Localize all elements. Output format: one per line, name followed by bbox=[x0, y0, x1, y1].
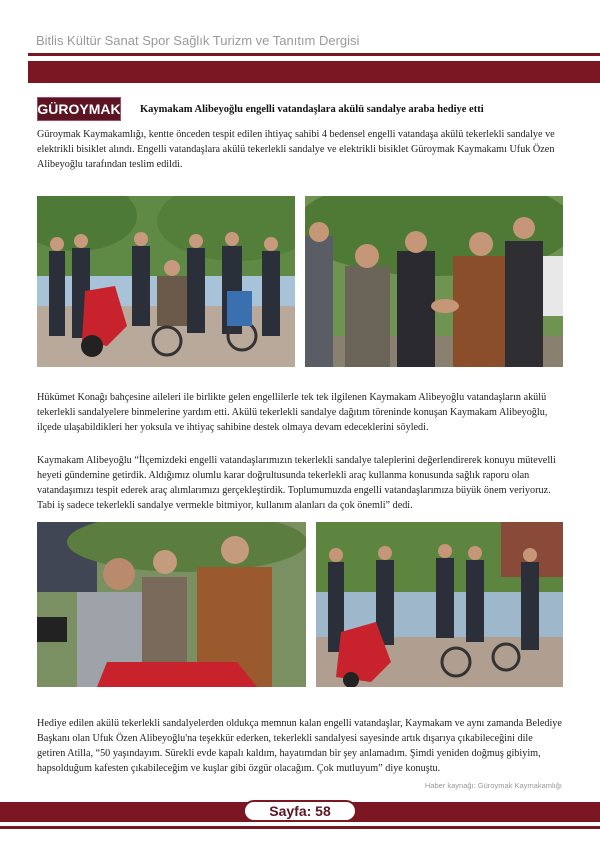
paragraph-ceremony: Hükümet Konağı bahçesine aileleri ile birlikte gelen engellilerle tek tek ilgilenen Kaymakam Alibeyoğlu vatandaşların akülü tekerlekli sandalyelere binmelerine yardım etti. Akülü tekerlekli sandalye dağıtım töreninde konuşan Kaymakam Alibeyoğlu, ilçede ulaşabildikleri her yoksula ve ihtiyaç sahibine destek olmaya devam edeceklerini söyledi. bbox=[37, 392, 548, 433]
header-band bbox=[28, 61, 600, 83]
photo-handshake bbox=[305, 196, 563, 367]
section-badge: GÜROYMAK bbox=[37, 97, 121, 121]
header-rule bbox=[28, 53, 600, 56]
page-number: Sayfa: 58 bbox=[243, 800, 357, 822]
footer-rule bbox=[0, 826, 600, 829]
photo-group-wheelchairs bbox=[37, 196, 295, 367]
article-headline: Kaymakam Alibeyoğlu engelli vatandaşlara akülü sandalye araba hediye etti bbox=[140, 104, 484, 115]
photo-group-scooters bbox=[316, 522, 563, 687]
magazine-title: Bitlis Kültür Sanat Spor Sağlık Turizm ve Tanıtım Dergisi bbox=[36, 33, 360, 48]
source-credit: Haber kaynağı: Güroymak Kaymakamlığı bbox=[424, 781, 562, 790]
paragraph-quote: Kaymakam Alibeyoğlu “İlçemizdeki engelli vatandaşlarımızın tekerlekli sandalye taleplerini değerlendirerek konuyu mütevelli heyeti gündemine getirdik. Aldığımız olumlu karar doğrultusunda tekerlekli araç kullanma konusunda sağlık raporu olan vatandaşımızı tespit ederek araç alımlarımızı gerçekleştirdik. Toplumumuzda engelli vatandaşlarımıza büyük önem veriyoruz. Tabi iş sadece tekerlekli sandalye vermekle bitmiyor, kullanım alanları da çok önemli” dedi. bbox=[37, 455, 556, 511]
paragraph-testimonial: Hediye edilen akülü tekerlekli sandalyelerden oldukça memnun kalan engelli vatandaşlar, Kaymakam ve aynı zamanda Belediye Başkanı olan Ufuk Özen Alibeyoğlu'na teşekkür ederken, tekerlekli sandalyesi sayesinde artık dışarıya çıkabileceğini dile getiren Atilla, “50 yaşındayım. Sürekli evde kapalı kaldım, hayatımdan bir şey anlamadım. Şimdi yeniden doğmuş gibiyim, hapsolduğum kafesten çıkabileceğim ve kuşlar gibi özgür olacağım. Çok mutluyum” diye konuştu. bbox=[37, 718, 562, 774]
paragraph-intro: Güroymak Kaymakamlığı, kentte önceden tespit edilen ihtiyaç sahibi 4 bedensel engelli vatandaşa akülü tekerlekli sandalye ve elektrikli bisiklet alındı. Engelli vatandaşlara akülü tekerlekli sandalye ve elektrikli bisiklet Güroymak Kaymakamı Ufuk Özen Alibeyoğlu tarafından teslim edildi. bbox=[37, 129, 555, 170]
photo-scooter-closeup bbox=[37, 522, 306, 687]
